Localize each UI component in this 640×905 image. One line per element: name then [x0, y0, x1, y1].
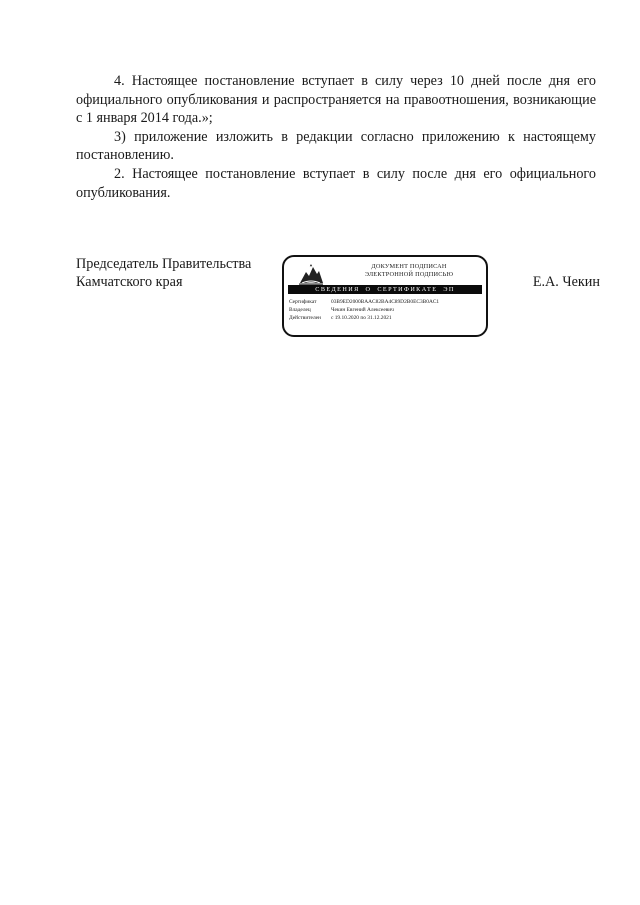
stamp-row-key: Сертификат	[289, 299, 317, 305]
stamp-header-line1: ДОКУМЕНТ ПОДПИСАН	[371, 263, 447, 270]
stamp-row-value: с 19.10.2020 по 31.12.2021	[331, 315, 392, 321]
stamp-row-validity	[289, 314, 485, 322]
signature-block	[76, 255, 606, 345]
paragraph-item-4: 4. Настоящее постановление вступает в силу через 10 дней после дня его официального опубликования и распространяется на правоотношения, возникающие с 1 января 2014 года.»;	[76, 73, 596, 127]
document-body	[76, 72, 596, 202]
signatory-position	[76, 255, 251, 291]
stamp-row-value: Чекин Евгений Алексеевич	[331, 307, 394, 313]
stamp-row-owner	[289, 306, 485, 314]
stamp-row-key: Действителен	[289, 315, 321, 321]
stamp-header-line2: ЭЛЕКТРОННОЙ ПОДПИСЬЮ	[364, 270, 454, 278]
stamp-certificate-bar: СВЕДЕНИЯ О СЕРТИФИКАТЕ ЭП	[288, 285, 482, 294]
paragraph-item-2: 2. Настоящее постановление вступает в силу после дня его официального опубликования.	[76, 165, 596, 201]
stamp-row-key: Владелец	[289, 307, 311, 313]
signatory-position-line2: Камчатского края	[76, 274, 183, 290]
stamp-header	[334, 263, 484, 278]
stamp-certificate-details	[289, 298, 485, 322]
paragraph-subitem-3: 3) приложение изложить в редакции согласно приложению к настоящему постановлению.	[76, 128, 596, 164]
stamp-row-value: 03B9ED2000BAAC82BA4C89D2B0EC3B0AC1	[331, 299, 440, 305]
electronic-signature-stamp	[282, 255, 488, 337]
kamchatka-coat-of-arms-icon	[298, 263, 324, 285]
stamp-row-certificate	[289, 298, 485, 306]
signatory-name: Е.А. Чекин	[532, 274, 600, 290]
signatory-position-line1: Председатель Правительства	[76, 256, 252, 272]
